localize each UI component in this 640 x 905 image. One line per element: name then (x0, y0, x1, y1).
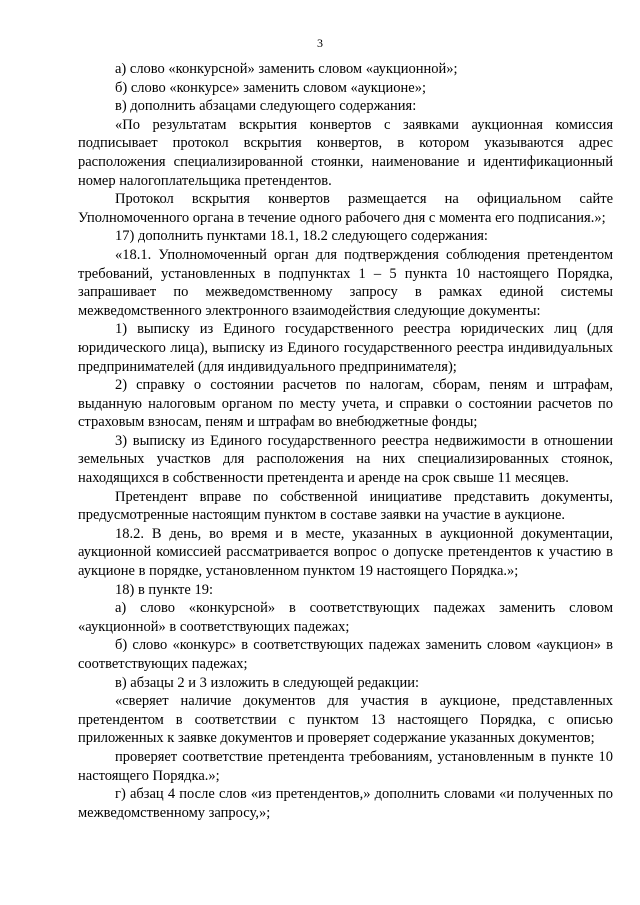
page-number: 3 (317, 36, 323, 50)
paragraph: 18.2. В день, во время и в месте, указанных в аукционной документации, аукционной комиссией рассматривается вопрос о допуске претендентов к участию в аукционе в порядке, установленном пунктом 19 настоящего Порядка.»; (78, 525, 613, 580)
paragraph: в) дополнить абзацами следующего содержания: (115, 98, 417, 115)
paragraph: а) слово «конкурсной» в соответствующих падежах заменить словом «аукционной» в соответствующих падежах; (78, 600, 613, 635)
paragraph: 18) в пункте 19: (115, 581, 213, 598)
paragraph: б) слово «конкурс» в соответствующих падежах заменить словом «аукцион» в соответствующих падежах; (78, 637, 613, 672)
paragraph: 3) выписку из Единого государственного реестра недвижимости в отношении земельных участков для расположения на них специализированных стоянок, находящихся в собственности претендента и аренде на срок свыше 11 месяцев. (78, 432, 613, 487)
paragraph: «По результатам вскрытия конвертов с заявками аукционная комиссия подписывает протокол вскрытия конвертов, в котором указываются адрес расположения специализированной стоянки, наименование и идентификационный номер налогоплательщика претендентов. (78, 116, 613, 189)
paragraph: 1) выписку из Единого государственного реестра юридических лиц (для юридического лица), выписку из Единого государственного реестра индивидуальных предпринимателей (для индивидуального предпринимателя); (78, 321, 613, 375)
paragraph: «18.1. Уполномоченный орган для подтверждения соблюдения претендентом требований, установленных в подпунктах 1 – 5 пункта 10 настоящего Порядка, запрашивает по межведомственному запросу в рамках единой системы межведомственного электронного взаимодействия следующие документы: (78, 246, 613, 319)
paragraph: г) абзац 4 после слов «из претендентов,» дополнить словами «и полученных по межведомственному запросу,»; (78, 786, 613, 821)
paragraph: а) слово «конкурсной» заменить словом «аукционной»; (115, 61, 458, 77)
paragraph: в) абзацы 2 и 3 изложить в следующей редакции: (115, 674, 419, 691)
document-body (78, 60, 613, 822)
paragraph: 17) дополнить пунктами 18.1, 18.2 следующего содержания: (115, 228, 488, 245)
paragraph: 2) справку о состоянии расчетов по налогам, сборам, пеням и штрафам, выданную налоговым органом по месту учета, и справки о состоянии расчетов по страховым взносам, пеням и штрафам во внебюджетные фонды; (78, 377, 613, 431)
paragraph: проверяет соответствие претендента требованиям, установленным в пункте 10 настоящего Порядка.»; (78, 748, 613, 784)
paragraph: Претендент вправе по собственной инициативе представить документы, предусмотренные настоящим пунктом в составе заявки на участие в аукционе. (78, 488, 613, 524)
paragraph: б) слово «конкурсе» заменить словом «аукционе»; (115, 79, 427, 96)
paragraph: Протокол вскрытия конвертов размещается на официальном сайте Уполномоченного органа в течение одного рабочего дня с момента его подписания.»; (78, 191, 613, 226)
paragraph: «сверяет наличие документов для участия в аукционе, представленных претендентом в соответствии с пунктом 13 настоящего Порядка, с описью приложенных к заявке документов и проверяет содержание указанных документов; (78, 693, 613, 747)
